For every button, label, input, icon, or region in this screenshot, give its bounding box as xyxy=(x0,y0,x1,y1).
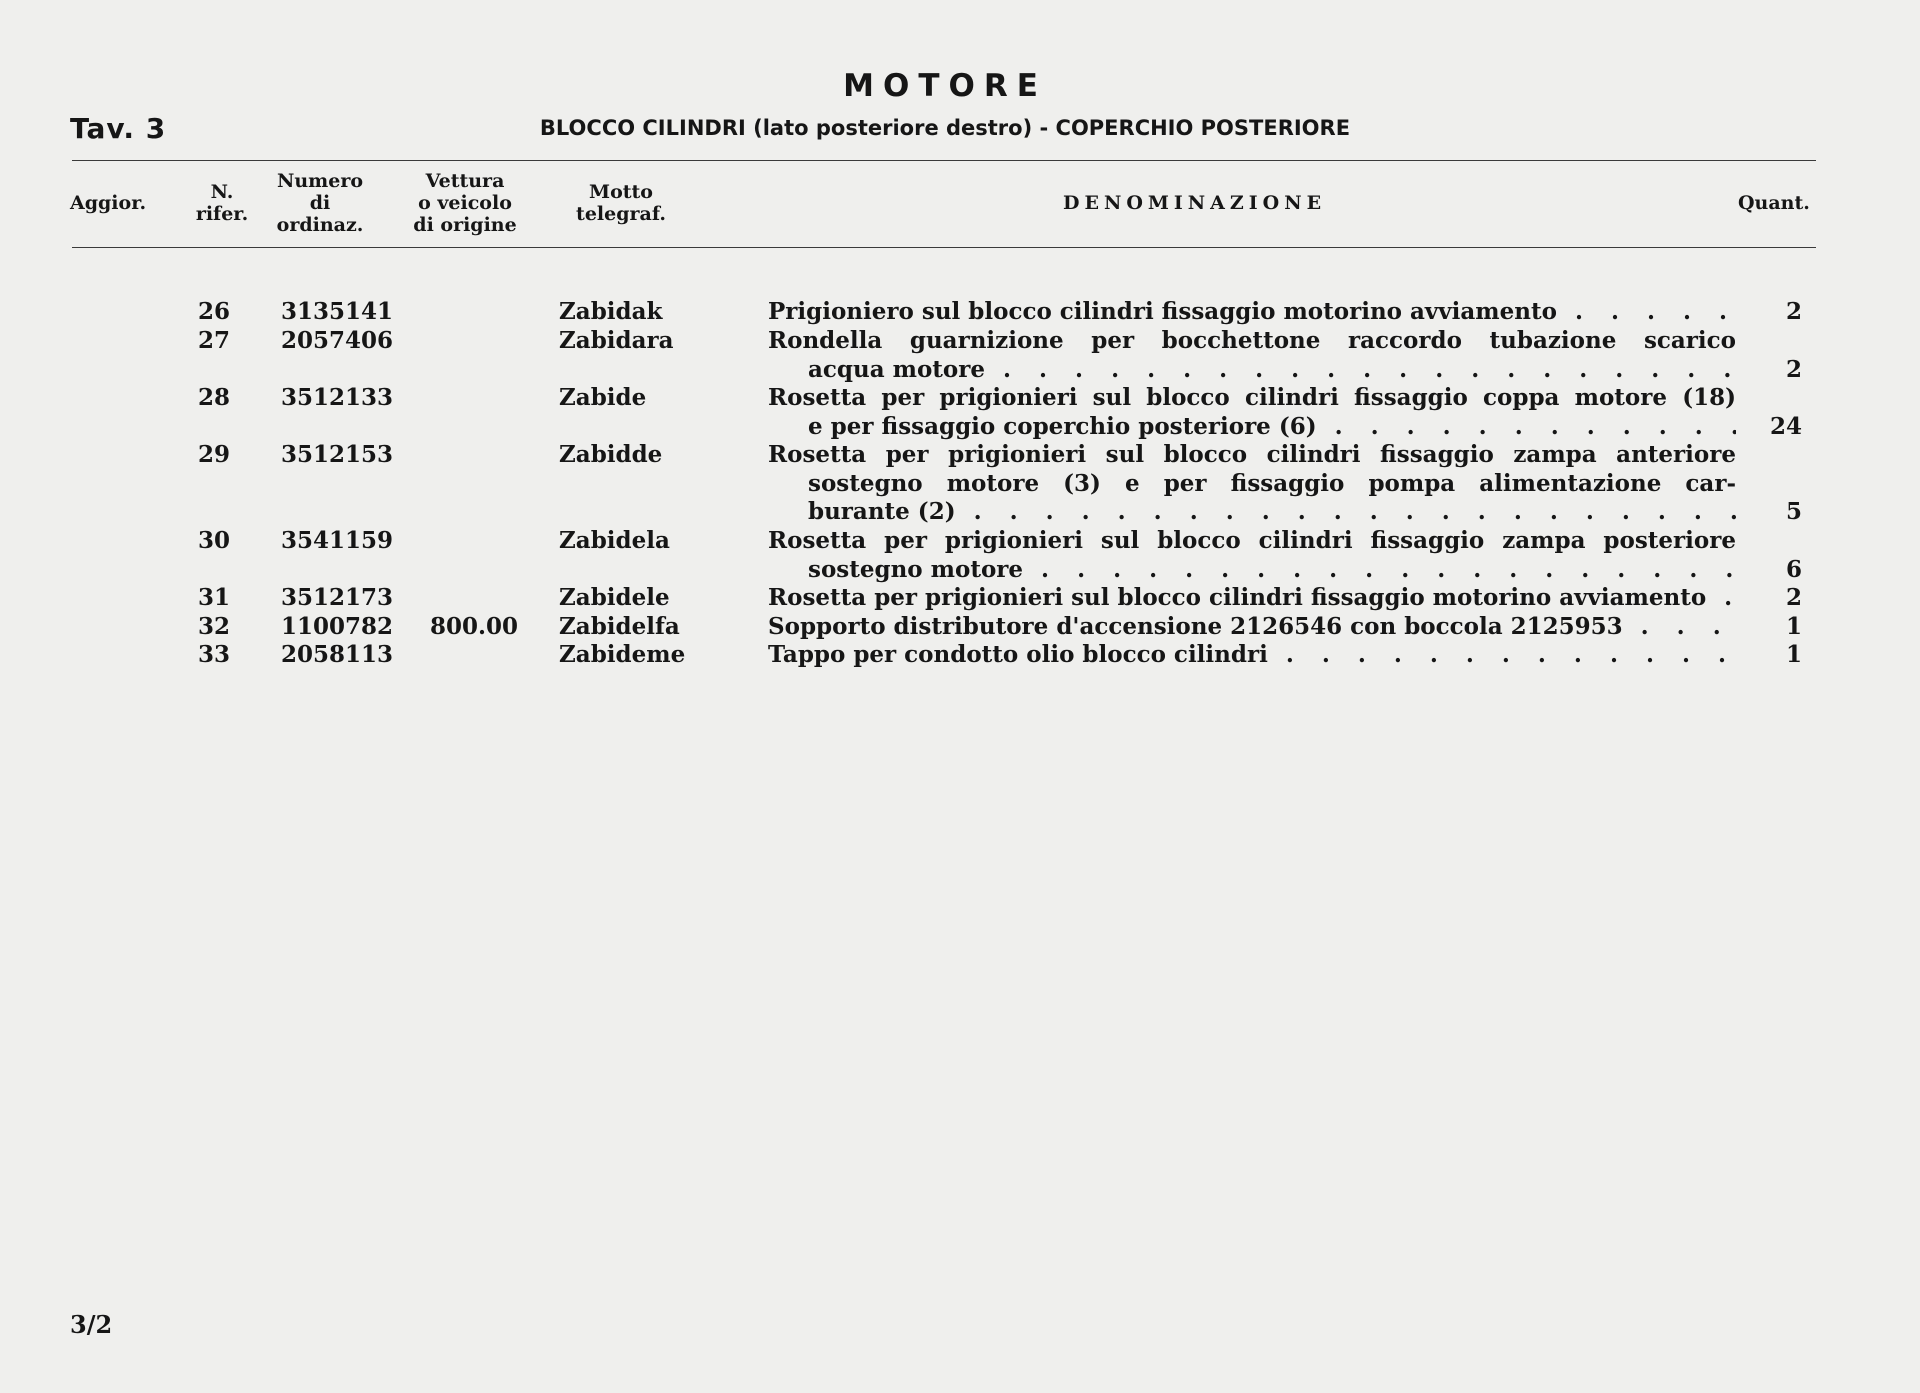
column-header-aggior-text: Aggior. xyxy=(70,192,147,214)
page-number: 3/2 xyxy=(70,1310,113,1339)
description-line: Rosetta per prigionieri sul blocco cilindri fissaggio motorino avviamento . . . xyxy=(768,584,1736,613)
column-header-vehicle-line2: o veicolo xyxy=(418,192,512,214)
description-line: sostegno motore . . . xyxy=(768,556,1736,585)
column-header-ref xyxy=(187,181,257,225)
order-number: 1100782 xyxy=(281,613,394,640)
description-line: e per fissaggio coperchio posteriore (6) . . . xyxy=(768,413,1736,442)
ref-number: 29 xyxy=(197,441,230,468)
ref-number: 32 xyxy=(197,613,230,640)
column-header-order-line1: Numero xyxy=(276,170,364,192)
vehicle-origin: 800.00 xyxy=(430,613,519,640)
order-number: 3512133 xyxy=(281,384,394,411)
telegraph-code: Zabide xyxy=(559,384,647,411)
column-header-code-line2: telegraf. xyxy=(576,203,666,225)
description xyxy=(768,641,1736,670)
column-header-code-line1: Motto xyxy=(589,181,653,203)
column-header-description: DENOMINAZIONE xyxy=(1063,192,1327,214)
column-header-order-number xyxy=(262,170,378,236)
description xyxy=(768,613,1736,642)
order-number: 2057406 xyxy=(281,327,394,354)
description-line: Prigioniero sul blocco cilindri fissaggio motorino avviamento . . . xyxy=(768,298,1736,327)
quantity: 5 xyxy=(1785,498,1802,526)
header-bottom-rule xyxy=(72,247,1816,248)
order-number: 3541159 xyxy=(281,527,394,554)
description-line: Tappo per condotto olio blocco cilindri . . . xyxy=(768,641,1736,670)
order-number: 3135141 xyxy=(281,298,394,325)
column-header-order-line3: ordinaz. xyxy=(276,214,364,236)
order-number: 3512153 xyxy=(281,441,394,468)
page-title: MOTORE xyxy=(843,68,1047,104)
telegraph-code: Zabidara xyxy=(559,327,674,354)
column-header-ref-line2: rifer. xyxy=(195,203,249,225)
column-header-vehicle xyxy=(400,170,530,236)
header-top-rule xyxy=(72,160,1816,161)
telegraph-code: Zabideme xyxy=(559,641,686,668)
column-header-vehicle-line1: Vettura xyxy=(425,170,505,192)
quantity: 1 xyxy=(1785,641,1802,668)
description-line: Rondella guarnizione per bocchettone raccordo tubazione scarico xyxy=(768,327,1736,354)
ref-number: 31 xyxy=(197,584,230,611)
description-line: sostegno motore (3) e per fissaggio pompa alimentazione car- xyxy=(808,469,1736,497)
description xyxy=(768,384,1736,441)
description-line: Rosetta per prigionieri sul blocco cilindri fissaggio zampa posteriore xyxy=(768,527,1736,554)
column-header-telegraph-code xyxy=(560,181,682,225)
quantity: 2 xyxy=(1785,355,1802,383)
description xyxy=(768,527,1736,584)
description-line: Rosetta per prigionieri sul blocco cilindri fissaggio zampa anteriore xyxy=(768,441,1736,468)
telegraph-code: Zabidelfa xyxy=(559,613,680,640)
column-header-vehicle-line3: di origine xyxy=(413,214,517,236)
quantity: 24 xyxy=(1769,412,1802,440)
description xyxy=(768,441,1736,527)
ref-number: 33 xyxy=(197,641,230,668)
description xyxy=(768,327,1736,384)
description xyxy=(768,298,1736,327)
ref-number: 28 xyxy=(197,384,230,411)
description-line: Sopporto distributore d'accensione 2126546 con boccola 2125953 . . . xyxy=(768,613,1736,642)
description-line: acqua motore . . . xyxy=(768,356,1736,385)
ref-number: 30 xyxy=(197,527,230,554)
description-line: Rosetta per prigionieri sul blocco cilindri fissaggio coppa motore (18) xyxy=(768,384,1736,411)
order-number: 2058113 xyxy=(281,641,394,668)
quantity: 2 xyxy=(1785,298,1802,325)
quantity: 1 xyxy=(1785,613,1802,640)
telegraph-code: Zabidde xyxy=(559,441,663,468)
quantity: 6 xyxy=(1785,555,1802,583)
description-line: burante (2) . . . xyxy=(768,498,1736,527)
column-header-quantity: Quant. xyxy=(1738,192,1810,214)
telegraph-code: Zabidak xyxy=(559,298,663,325)
telegraph-code: Zabidela xyxy=(559,527,670,554)
ref-number: 26 xyxy=(197,298,230,325)
description xyxy=(768,584,1736,613)
ref-number: 27 xyxy=(197,327,230,354)
column-header-order-line2: di xyxy=(309,192,331,214)
page-subtitle: BLOCCO CILINDRI (lato posteriore destro) - COPERCHIO POSTERIORE xyxy=(539,116,1351,140)
telegraph-code: Zabidele xyxy=(559,584,670,611)
quantity: 2 xyxy=(1785,584,1802,611)
column-header-aggior xyxy=(70,192,146,214)
order-number: 3512173 xyxy=(281,584,394,611)
table-reference: Tav. 3 xyxy=(70,112,167,145)
column-header-ref-line1: N. xyxy=(210,181,234,203)
